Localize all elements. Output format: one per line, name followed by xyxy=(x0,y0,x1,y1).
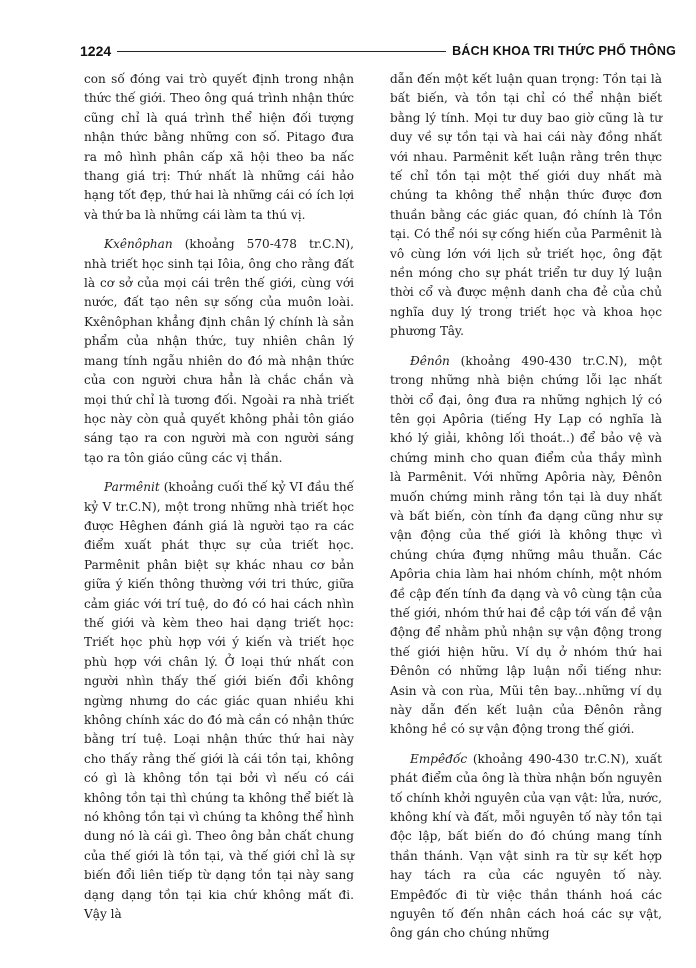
paragraph-text: dẫn đến một kết luận quan trọng: Tồn tại là bất biến, và tồn tại chỉ có thể nhận biết bằng lý tính. Mọi tư duy bao giờ cũng là tư duy về sự tồn tại và hai cái này đồng nhất với nhau. Parmênit kết luận rằng trên thực tế chỉ tồn tại một thế giới duy nhất mà chúng ta không thể nhận thức được đơn thuần bằng các giác quan, đó chính là Tồn tại. Có thể nói sự cống hiến của Parmênit là vô cùng lớn với lịch sử triết học, ông đặt nền móng cho sự phát triển tư duy lý luận thời cổ và được mệnh danh cha đẻ của chủ nghĩa duy lý trong triết học và khoa học phương Tây. xyxy=(390,72,662,339)
paragraph-parmenit xyxy=(84,478,354,924)
left-column xyxy=(84,70,354,924)
paragraph-empedoc xyxy=(390,750,662,944)
paragraph-denon xyxy=(390,352,662,740)
paragraph-kxenophan xyxy=(84,235,354,468)
header-rule xyxy=(117,51,446,52)
philosopher-name: Đênôn xyxy=(410,353,450,368)
philosopher-name: Empêđốc xyxy=(410,751,468,766)
paragraph-text: (khoảng 490-430 tr.C.N), xuất phát điểm của ông là thừa nhận bốn nguyên tố chính khởi nguyên của vạn vật: lửa, nước, không khí và đất, mỗi nguyên tố này tồn tại độc lập, bất biến do đó chúng mang tính thần thánh. Vạn vật sinh ra từ sự kết hợp hay tách ra của các nguyên tố này. Empêđốc đi từ việc thần thánh hoá các nguyên tố đến nhân cách hoá các sự vật, ông gán cho chúng những xyxy=(390,751,662,941)
right-column xyxy=(390,70,662,944)
running-header xyxy=(80,40,676,62)
paragraph-text: (khoảng cuối thế kỷ VI đầu thế kỷ V tr.C.N), một trong những nhà triết học được Hêghen đánh giá là người tạo ra các điểm xuất phát thực sự của triết học. Parmênit phân biệt sự khác nhau cơ bản giữa ý kiến thông thường với tri thức, giữa cảm giác với trí tuệ, do đó có hai cách nhìn thế giới và kèm theo hai dạng triết học: Triết học phù hợp với ý kiến và triết học phù hợp với chân lý. Ở loại thứ nhất con người nhìn thấy thế giới biến đổi không ngừng nhưng do các giác quan nhiều khi không chính xác do đó mà cần có nhận thức bằng trí tuệ. Loại nhận thức thứ hai này cho thấy rằng thế giới là cái tồn tại, không có gì là không tồn tại bởi vì nếu có cái không tồn tại thì chúng ta không thể biết là nó không tồn tại vì chúng ta không thể hình dung nó là cái gì. Theo ông bản chất chung của thế giới là tồn tại, và thế giới chỉ là sự biến đổi liên tiếp từ dạng tồn tại này sang dạng dạng tồn tại kia chứ không mất đi. Vậy là xyxy=(84,480,354,922)
paragraph-text: (khoảng 570-478 tr.C.N), nhà triết học sinh tại Iôia, ông cho rằng đất là cơ sở của mọi cái trên thế giới, cùng với nước, đất tạo nên sự sống của muôn loài. Kxênôphan khẳng định chân lý chính là sản phẩm của nhận thức, tuy nhiên chân lý mang tính ngẫu nhiên do đó mà nhận thức của con người chưa hẳn là chắc chắn và mọi thứ chỉ là tương đối. Ngoài ra nhà triết học này còn quả quyết không phải tôn giáo sáng tạo ra con người mà con người sáng tạo ra tôn giáo cũng các vị thần. xyxy=(84,237,354,465)
page-number: 1224 xyxy=(80,43,112,59)
paragraph-text: con số đóng vai trò quyết định trong nhận thức thế giới. Theo ông quá trình nhận thức cũng chỉ là quá trình thể hiện đối tượng nhận thức bằng những con số. Pitago đưa ra mô hình phân cấp xã hội theo ba nấc thang giá trị: Thứ nhất là những cái hảo hạng tốt đẹp, thứ hai là những cái có ích lợi và thứ ba là những cái làm ta thú vị. xyxy=(84,72,354,222)
book-title: BÁCH KHOA TRI THỨC PHỔ THÔNG xyxy=(452,44,676,58)
philosopher-name: Kxênôphan xyxy=(104,237,173,252)
philosopher-name: Parmênit xyxy=(104,480,160,495)
paragraph-pitago-continued xyxy=(84,70,354,225)
paragraph-text: (khoảng 490-430 tr.C.N), một trong những nhà biện chứng lỗi lạc nhất thời cổ đại, ông đưa ra những nghịch lý có tên gọi Apôria (tiếng Hy Lạp có nghĩa là khó lý giải, không lối thoát..) để bảo vệ và chứng minh cho quan điểm của thầy mình là Parmênit. Với những Apôria này, Đênôn muốn chứng minh rằng tồn tại là duy nhất và bất biến, còn tính đa dạng cũng như sự vận động của thế giới là không thực vì chúng chứa đựng những mâu thuẫn. Các Apôria chia làm hai nhóm chính, một nhóm đề cập đến tính đa dạng và vô cùng tận của thế giới, nhóm thứ hai đề cập tới vấn đề vận động để nhằm phủ nhận sự vận động trong thế giới hiện hữu. Ví dụ ở nhóm thứ hai Đênôn có những lập luận nổi tiếng như: Asin và con rùa, Mũi tên bay...những ví dụ này dẫn đến kết luận của Đênôn rằng không hề có sự vận động trong thế giới. xyxy=(390,353,662,737)
paragraph-parmenit-continued xyxy=(390,70,662,342)
